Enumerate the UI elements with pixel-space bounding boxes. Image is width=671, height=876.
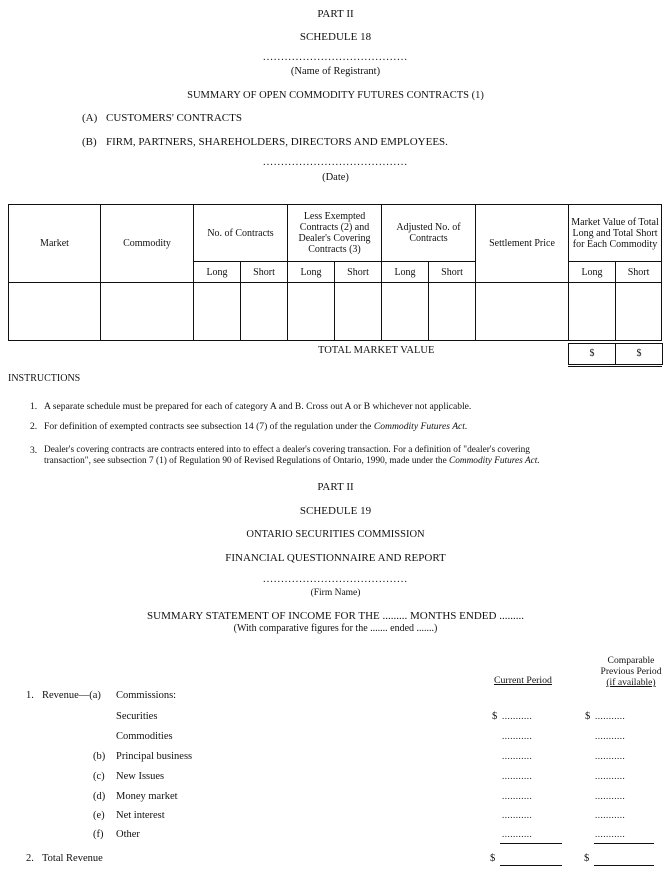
row-1-number: 1.	[26, 690, 34, 701]
principal-previous-field[interactable]: ...........	[595, 751, 626, 761]
table-cell[interactable]	[241, 283, 288, 341]
col-market-value: Market Value of Total Long and Total Short for Each Commodity	[569, 205, 662, 262]
commission-name: ONTARIO SECURITIES COMMISSION	[246, 529, 425, 540]
act-name: Commodity Futures Act.	[373, 421, 468, 432]
table-cell[interactable]	[382, 283, 429, 341]
col-previous-line-1: Comparable	[607, 655, 655, 666]
date-dots: ........................................	[263, 157, 408, 168]
dollar-sign: $	[584, 853, 590, 864]
table-cell[interactable]	[101, 283, 194, 341]
table-cell[interactable]	[476, 283, 569, 341]
total-market-value-label: TOTAL MARKET VALUE	[318, 345, 435, 356]
col-market: Market	[9, 205, 101, 283]
statement-title: SUMMARY STATEMENT OF INCOME FOR THE ......... MONTHS ENDED .........	[147, 610, 524, 622]
statement-subtitle: (With comparative figures for the ....... ended .......)	[233, 623, 438, 634]
net-interest-previous-field[interactable]: ...........	[595, 810, 626, 820]
dollar-sign: $	[589, 348, 595, 359]
col-no-contracts: No. of Contracts	[194, 205, 288, 262]
row-e-marker: (e)	[93, 810, 105, 821]
col-long: Long	[382, 262, 429, 283]
item-a-marker: (A)	[82, 112, 98, 124]
item-b-text: FIRM, PARTNERS, SHAREHOLDERS, DIRECTORS AND EMPLOYEES.	[106, 136, 448, 148]
row-total-revenue: Total Revenue	[42, 853, 103, 864]
instruction-2-text: For definition of exempted contracts see subsection 14 (7) of the regulation under the	[44, 421, 372, 432]
instruction-1: A separate schedule must be prepared for each of category A and B. Cross out A or B whichever not applicable.	[44, 401, 472, 412]
summary-title: SUMMARY OF OPEN COMMODITY FUTURES CONTRACTS (1)	[187, 90, 484, 101]
schedule-18-heading: SCHEDULE 18	[299, 31, 372, 43]
table-cell[interactable]	[288, 283, 335, 341]
table-cell[interactable]	[569, 283, 616, 341]
instruction-2	[44, 421, 467, 432]
double-underline	[568, 366, 662, 367]
firm-label: (Firm Name)	[310, 588, 361, 598]
other-previous-field[interactable]: ...........	[595, 829, 626, 839]
table-cell[interactable]	[194, 283, 241, 341]
col-less-exempted: Less Exempted Contracts (2) and Dealer's Covering Contracts (3)	[288, 205, 382, 262]
row-c-marker: (c)	[93, 771, 105, 782]
part-heading: PART II	[317, 8, 354, 20]
dollar-sign: $	[585, 711, 591, 722]
report-title: FINANCIAL QUESTIONNAIRE AND REPORT	[225, 552, 446, 564]
row-f-marker: (f)	[93, 829, 104, 840]
securities-current-field[interactable]: ...........	[502, 711, 533, 721]
money-market-current-field[interactable]: ...........	[502, 791, 533, 801]
money-market-previous-field[interactable]: ...........	[595, 791, 626, 801]
open-contracts-table	[8, 204, 662, 341]
col-settlement-price: Settlement Price	[476, 205, 569, 283]
date-label: (Date)	[322, 172, 349, 183]
dollar-sign: $	[636, 348, 642, 359]
col-short: Short	[335, 262, 382, 283]
table-cell[interactable]	[335, 283, 382, 341]
instruction-3-line-2	[44, 456, 668, 467]
instruction-3-line-1: Dealer's covering contracts are contracts entered into to effect a dealer's covering transaction. For a definition of "dealer's covering	[44, 445, 530, 455]
instruction-2-number: 2.	[30, 421, 38, 432]
principal-current-field[interactable]: ...........	[502, 751, 533, 761]
row-d-marker: (d)	[93, 791, 106, 802]
row-2-number: 2.	[26, 853, 34, 864]
dollar-sign: $	[492, 711, 498, 722]
row-principal-business: Principal business	[116, 751, 193, 762]
instruction-3-number: 3.	[30, 445, 38, 456]
commodities-current-field[interactable]: ...........	[502, 731, 533, 741]
table-cell[interactable]	[9, 283, 101, 341]
col-long: Long	[194, 262, 241, 283]
col-long: Long	[288, 262, 335, 283]
act-name: Commodity Futures Act.	[449, 456, 540, 466]
schedule-19-heading: SCHEDULE 19	[299, 505, 372, 517]
part-heading: PART II	[317, 481, 354, 493]
net-interest-current-field[interactable]: ...........	[502, 810, 533, 820]
total-long-box[interactable]	[568, 343, 616, 365]
securities-previous-field[interactable]: ...........	[595, 711, 626, 721]
total-revenue-previous-field[interactable]	[594, 865, 654, 866]
row-net-interest: Net interest	[116, 810, 165, 821]
col-long: Long	[569, 262, 616, 283]
table-cell[interactable]	[429, 283, 476, 341]
col-current-period: Current Period	[494, 675, 552, 686]
subtotal-rule	[500, 843, 562, 844]
col-previous-line-2: Previous Period	[600, 666, 662, 677]
table-cell[interactable]	[616, 283, 662, 341]
col-short: Short	[429, 262, 476, 283]
new-issues-previous-field[interactable]: ...........	[595, 771, 626, 781]
other-current-field[interactable]: ...........	[502, 829, 533, 839]
instruction-1-number: 1.	[30, 401, 38, 412]
dollar-sign: $	[490, 853, 496, 864]
item-a-text: CUSTOMERS' CONTRACTS	[106, 112, 242, 124]
registrant-dots: ........................................	[263, 52, 408, 63]
instruction-3-text: transaction", see subsection 7 (1) of Regulation 90 of Revised Regulations of Ontario, 1990, made under the	[44, 456, 447, 466]
col-short: Short	[241, 262, 288, 283]
col-previous-period	[596, 655, 666, 688]
commodities-previous-field[interactable]: ...........	[595, 731, 626, 741]
registrant-label: (Name of Registrant)	[290, 66, 381, 77]
instructions-heading: INSTRUCTIONS	[8, 373, 81, 384]
row-1-label: Revenue—(a)	[42, 690, 101, 701]
row-securities: Securities	[116, 711, 158, 722]
row-b-marker: (b)	[93, 751, 106, 762]
total-revenue-current-field[interactable]	[500, 865, 562, 866]
row-commodities: Commodities	[116, 731, 173, 742]
row-commissions: Commissions:	[116, 690, 177, 701]
col-adjusted: Adjusted No. of Contracts	[382, 205, 476, 262]
col-previous-line-3: (if available)	[606, 677, 656, 688]
item-b-marker: (B)	[82, 136, 97, 148]
col-short: Short	[616, 262, 662, 283]
row-new-issues: New Issues	[116, 771, 165, 782]
new-issues-current-field[interactable]: ...........	[502, 771, 533, 781]
row-other: Other	[116, 829, 140, 840]
subtotal-rule	[594, 843, 654, 844]
col-commodity: Commodity	[101, 205, 194, 283]
row-money-market: Money market	[116, 791, 178, 802]
total-short-box[interactable]	[615, 343, 663, 365]
firm-dots: ........................................	[263, 574, 408, 585]
